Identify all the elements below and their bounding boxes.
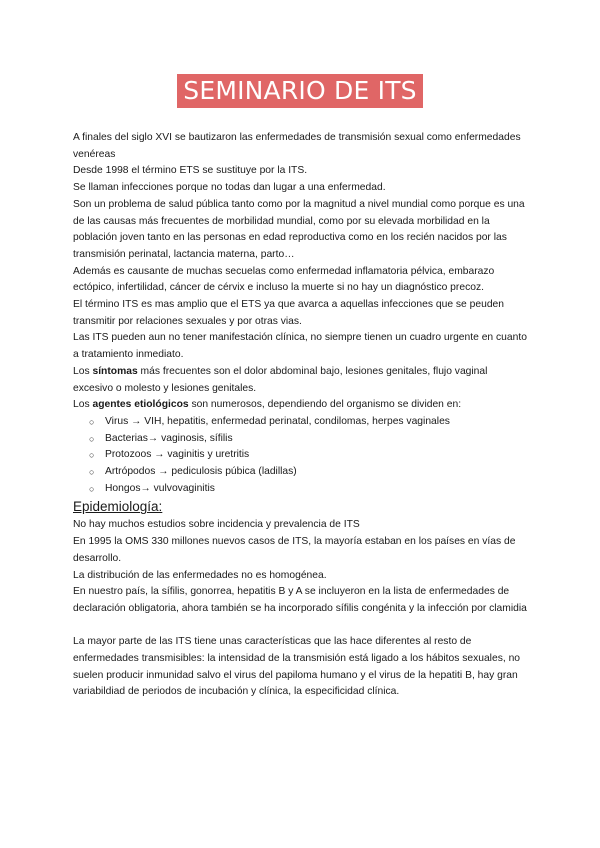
agents-paragraph: [73, 397, 529, 414]
page-title: SEMINARIO DE ITS: [177, 74, 423, 108]
symptoms-pre: Los: [73, 365, 93, 377]
list-item: ○ Artrópodos → pediculosis púbica (ladillas): [89, 464, 529, 481]
agents-post: son numerosos, dependiendo del organismo se dividen en:: [188, 399, 462, 411]
epidemiology-paragraph: En nuestro país, la sífilis, gonorrea, hepatitis B y A se incluyeron en la lista de enfermedades de declaración obligatoria, ahora también se ha incorporado sífilis congénita y la infección por clamidia: [73, 586, 527, 614]
symptoms-post: más frecuentes son el dolor abdominal bajo, lesiones genitales, flujo vaginal excesivo o molesto y lesiones genitales.: [73, 365, 488, 394]
list-item: ○ Hongos→ vulvovaginitis: [89, 481, 529, 498]
epidemiology-paragraph: La distribución de las enfermedades no es homogénea.: [73, 569, 327, 581]
paragraph-spacer: [73, 618, 529, 635]
intro-paragraph: El término ITS es mas amplio que el ETS ya que avarca a aquellas infecciones que se peuden transmitir por relaciones sexuales y por otras vias.: [73, 299, 504, 327]
agents-pre: Los: [73, 399, 93, 411]
intro-paragraph: A finales del siglo XVI se bautizaron las enfermedades de transmisión sexual como enfermedades venéreas: [73, 132, 521, 160]
intro-paragraph: Desde 1998 el término ETS se sustituye por la ITS.: [73, 165, 308, 177]
intro-paragraph: Son un problema de salud pública tanto como por la magnitud a nivel mundial como porque es una de las causas más frecuentes de morbilidad mundial, como por su elevada morbilidad en la población joven tanto en las personas en edad reproductiva como en los recién nacidos por las transmisión perinatal, lactancia materna, parto…: [73, 198, 525, 260]
symptoms-keyword: síntomas: [92, 365, 138, 377]
intro-paragraph: Las ITS pueden aun no tener manifestación clínica, no siempre tienen un cuadro urgente en cuanto a tratamiento inmediato.: [73, 332, 527, 361]
symptoms-paragraph: [73, 364, 529, 397]
document-body: [73, 130, 529, 701]
closing-paragraph: La mayor parte de las ITS tiene unas características que las hace diferentes al resto de enfermedades transmisibles: la intensidad de la transmisión está ligado a los hábitos sexuales, no suelen producir inmunidad salvo el virus del papiloma humano y el virus de la hepatiti B, hay gran variabildiad de periodos de incubación y clínica, la especificidad clínica.: [73, 636, 521, 698]
agents-list: [73, 414, 529, 498]
list-item: ○ Protozoos → vaginitis y uretritis: [89, 447, 529, 464]
list-item: ○ Bacterias→ vaginosis, sífilis: [89, 431, 529, 448]
intro-paragraph: Además es causante de muchas secuelas como enfermedad inflamatoria pélvica, embarazo ectópico, infertilidad, cáncer de cérvix e incluso la muerte si no hay un diagnóstico precoz.: [73, 265, 495, 294]
epidemiology-paragraph: No hay muchos estudios sobre incidencia y prevalencia de ITS: [73, 519, 360, 531]
intro-paragraph: Se llaman infecciones porque no todas dan lugar a una enfermedad.: [73, 182, 386, 194]
agents-keyword: agentes etiológicos: [92, 399, 189, 411]
epidemiology-paragraph: En 1995 la OMS 330 millones nuevos casos de ITS, la mayoría estaban en los países en vías de desarrollo.: [73, 536, 516, 564]
list-item: ○ Virus → VIH, hepatitis, enfermedad perinatal, condilomas, herpes vaginales: [89, 414, 529, 431]
epidemiology-heading: Epidemiología:: [73, 499, 163, 515]
title-wrap: [0, 74, 600, 108]
